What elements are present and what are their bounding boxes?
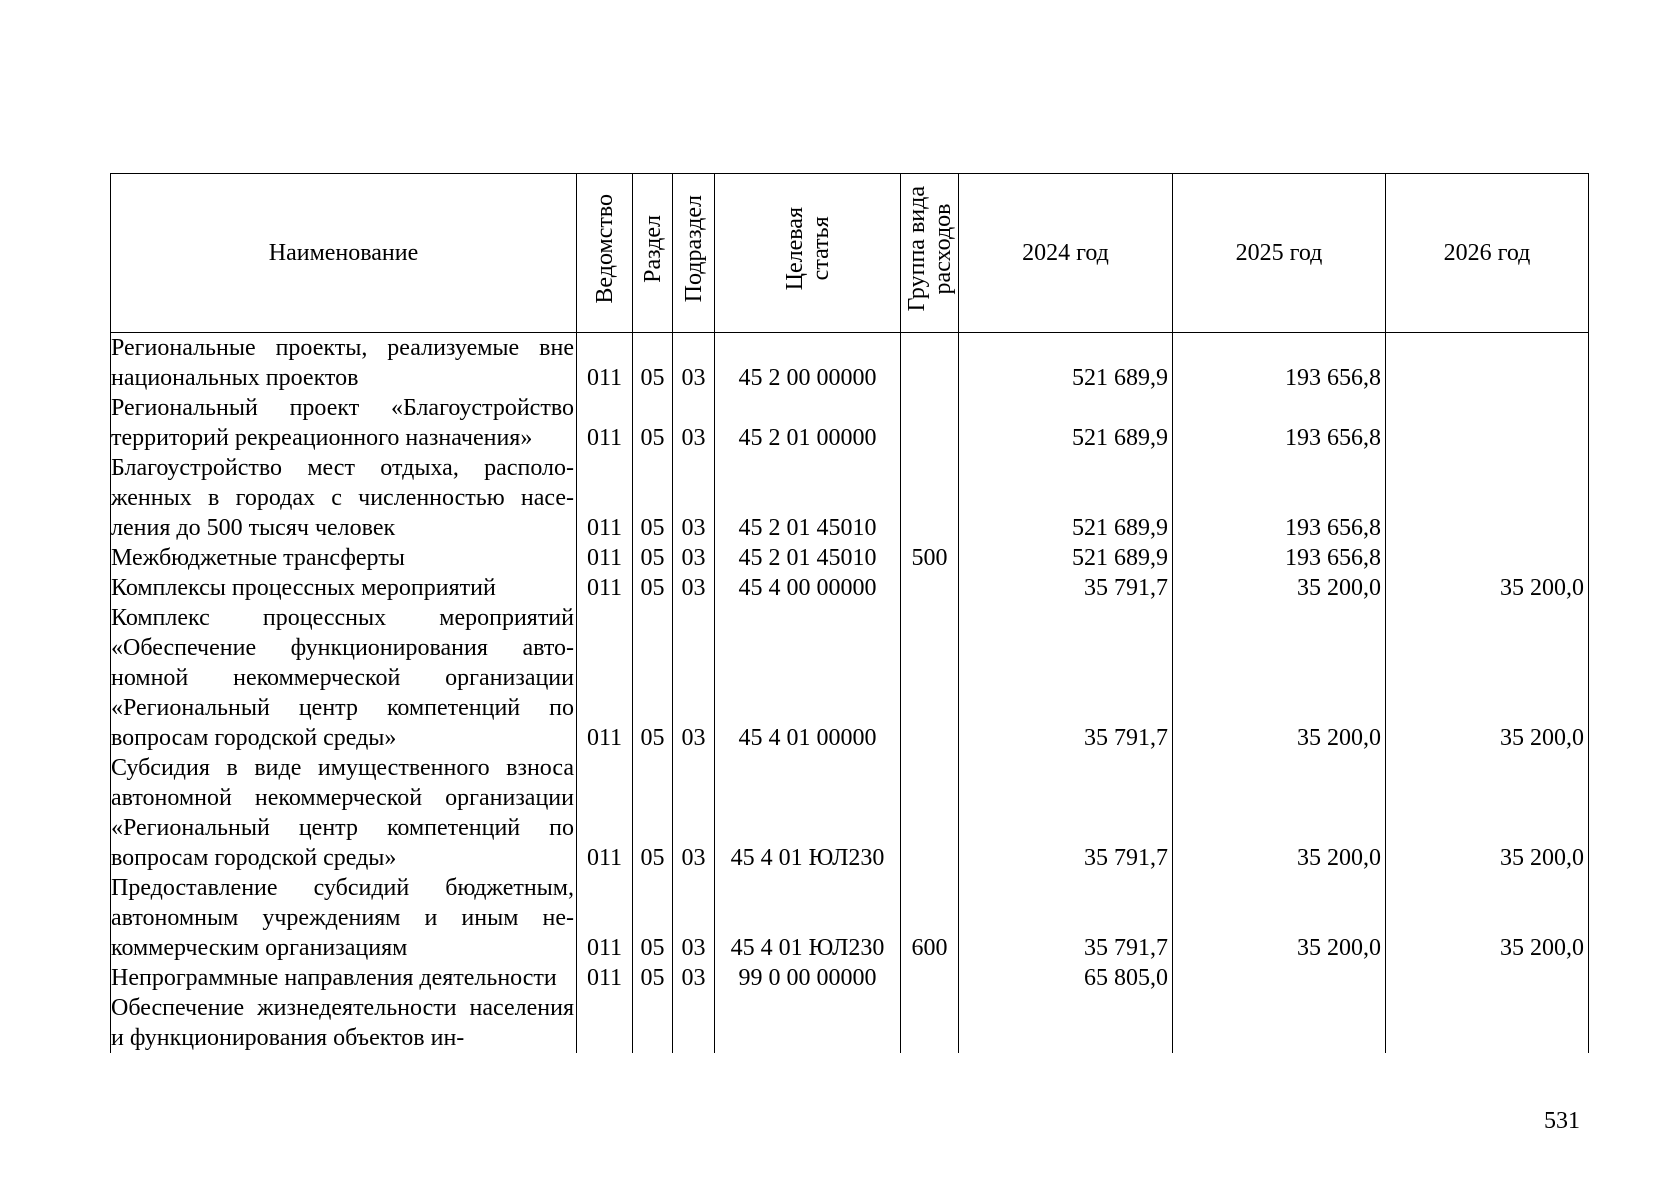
amount-2024-cell: 521 689,9: [959, 543, 1173, 573]
gruppa-vida-cell: [901, 963, 959, 993]
amount-2026-cell: 35 200,0: [1386, 603, 1589, 753]
amount-2024-cell: 65 805,0: [959, 963, 1173, 993]
vedomstvo-cell: 011: [577, 603, 633, 753]
amount-2025-cell: [1173, 963, 1386, 993]
vedomstvo-cell: 011: [577, 453, 633, 543]
razdel-cell: 05: [633, 453, 673, 543]
header-podrazdel: Подраздел: [673, 174, 715, 333]
header-gruppa-line1: Группа вида: [903, 186, 930, 312]
gruppa-vida-cell: [901, 393, 959, 453]
header-gruppa-line2: расходов: [929, 203, 956, 295]
amount-2024-cell: 521 689,9: [959, 453, 1173, 543]
vedomstvo-cell: 011: [577, 393, 633, 453]
amount-2025-cell: [1173, 993, 1386, 1053]
amount-2024-cell: 35 791,7: [959, 753, 1173, 873]
razdel-cell: 05: [633, 573, 673, 603]
razdel-cell: 05: [633, 753, 673, 873]
amount-2024-cell: 35 791,7: [959, 603, 1173, 753]
table-row: [111, 393, 1589, 453]
razdel-cell: 05: [633, 603, 673, 753]
page-number: 531: [1544, 1108, 1580, 1134]
podrazdel-cell: 03: [673, 963, 715, 993]
podrazdel-cell: 03: [673, 393, 715, 453]
podrazdel-cell: 03: [673, 573, 715, 603]
amount-2025-cell: 35 200,0: [1173, 573, 1386, 603]
header-celevaya-line1: Целевая: [781, 207, 808, 291]
razdel-cell: [633, 993, 673, 1053]
header-name: Наименование: [111, 174, 577, 333]
amount-2026-cell: [1386, 993, 1589, 1053]
vedomstvo-cell: 011: [577, 873, 633, 963]
podrazdel-cell: 03: [673, 453, 715, 543]
amount-2025-cell: 35 200,0: [1173, 603, 1386, 753]
amount-2025-cell: 193 656,8: [1173, 453, 1386, 543]
row-name-cell: Обеспечение жизнедеятельности населения и функционирования объектов ин-: [111, 993, 577, 1053]
table-header-row: [111, 174, 1589, 333]
celevaya-statya-cell: 99 0 00 00000: [715, 963, 901, 993]
amount-2024-cell: 35 791,7: [959, 573, 1173, 603]
amount-2025-cell: 35 200,0: [1173, 753, 1386, 873]
celevaya-statya-cell: 45 4 01 00000: [715, 603, 901, 753]
podrazdel-cell: [673, 993, 715, 1053]
vedomstvo-cell: 011: [577, 573, 633, 603]
podrazdel-cell: 03: [673, 873, 715, 963]
budget-table: [110, 173, 1589, 1053]
table-row: [111, 453, 1589, 543]
amount-2026-cell: [1386, 333, 1589, 394]
header-2024: 2024 год: [959, 174, 1173, 333]
gruppa-vida-cell: 600: [901, 873, 959, 963]
amount-2026-cell: [1386, 453, 1589, 543]
gruppa-vida-cell: 500: [901, 543, 959, 573]
row-name-cell: Межбюджетные трансферты: [111, 543, 577, 573]
header-gruppa-vida-raskhodov: [901, 174, 959, 333]
celevaya-statya-cell: 45 2 01 45010: [715, 453, 901, 543]
table-row: [111, 753, 1589, 873]
table-row: [111, 333, 1589, 394]
gruppa-vida-cell: [901, 333, 959, 394]
razdel-cell: 05: [633, 963, 673, 993]
header-razdel: Раздел: [633, 174, 673, 333]
table-row: [111, 603, 1589, 753]
razdel-cell: 05: [633, 873, 673, 963]
header-celevaya-line2: статья: [807, 217, 834, 281]
amount-2024-cell: 521 689,9: [959, 393, 1173, 453]
vedomstvo-cell: 011: [577, 753, 633, 873]
gruppa-vida-cell: [901, 753, 959, 873]
celevaya-statya-cell: 45 2 00 00000: [715, 333, 901, 394]
vedomstvo-cell: 011: [577, 963, 633, 993]
amount-2025-cell: 193 656,8: [1173, 543, 1386, 573]
celevaya-statya-cell: [715, 993, 901, 1053]
row-name-cell: Субсидия в виде имущественного взноса автономной некоммерческой организации «Региональный центр компетенций по вопросам городской среды»: [111, 753, 577, 873]
gruppa-vida-cell: [901, 573, 959, 603]
row-name-cell: Предоставление субсидий бюджетным, автономным учреждениям и иным некоммерческим организациям: [111, 873, 577, 963]
celevaya-statya-cell: 45 4 01 ЮЛ230: [715, 873, 901, 963]
amount-2024-cell: [959, 993, 1173, 1053]
amount-2026-cell: [1386, 543, 1589, 573]
razdel-cell: 05: [633, 543, 673, 573]
row-name-cell: Региональные проекты, реализуемые вне национальных проектов: [111, 333, 577, 394]
gruppa-vida-cell: [901, 453, 959, 543]
table-row: [111, 543, 1589, 573]
table-row: [111, 573, 1589, 603]
celevaya-statya-cell: 45 4 00 00000: [715, 573, 901, 603]
header-celevaya-statya: [715, 174, 901, 333]
vedomstvo-cell: 011: [577, 543, 633, 573]
table-body: [111, 333, 1589, 1054]
razdel-cell: 05: [633, 393, 673, 453]
gruppa-vida-cell: [901, 603, 959, 753]
row-name-cell: Благоустройство мест отдыха, расположенных в городах с численностью населения до 500 тысяч человек: [111, 453, 577, 543]
vedomstvo-cell: 011: [577, 333, 633, 394]
gruppa-vida-cell: [901, 993, 959, 1053]
row-name-cell: Непрограммные направления деятельности: [111, 963, 577, 993]
amount-2025-cell: 35 200,0: [1173, 873, 1386, 963]
table-row: [111, 993, 1589, 1053]
podrazdel-cell: 03: [673, 543, 715, 573]
row-name-cell: Комплексы процессных мероприятий: [111, 573, 577, 603]
header-vedomstvo: Ведомство: [577, 174, 633, 333]
table-row: [111, 963, 1589, 993]
podrazdel-cell: 03: [673, 333, 715, 394]
row-name-cell: Комплекс процессных мероприятий «Обеспечение функционирования автономной некоммерческой организации «Региональный центр компетенций по вопросам городской среды»: [111, 603, 577, 753]
celevaya-statya-cell: 45 2 01 00000: [715, 393, 901, 453]
razdel-cell: 05: [633, 333, 673, 394]
podrazdel-cell: 03: [673, 753, 715, 873]
podrazdel-cell: 03: [673, 603, 715, 753]
amount-2026-cell: [1386, 393, 1589, 453]
amount-2026-cell: [1386, 963, 1589, 993]
amount-2024-cell: 521 689,9: [959, 333, 1173, 394]
header-2026: 2026 год: [1386, 174, 1589, 333]
table-row: [111, 873, 1589, 963]
row-name-cell: Региональный проект «Благоустройство территорий рекреационного назначения»: [111, 393, 577, 453]
amount-2024-cell: 35 791,7: [959, 873, 1173, 963]
vedomstvo-cell: [577, 993, 633, 1053]
amount-2026-cell: 35 200,0: [1386, 753, 1589, 873]
celevaya-statya-cell: 45 2 01 45010: [715, 543, 901, 573]
celevaya-statya-cell: 45 4 01 ЮЛ230: [715, 753, 901, 873]
amount-2025-cell: 193 656,8: [1173, 393, 1386, 453]
amount-2025-cell: 193 656,8: [1173, 333, 1386, 394]
amount-2026-cell: 35 200,0: [1386, 573, 1589, 603]
header-2025: 2025 год: [1173, 174, 1386, 333]
amount-2026-cell: 35 200,0: [1386, 873, 1589, 963]
